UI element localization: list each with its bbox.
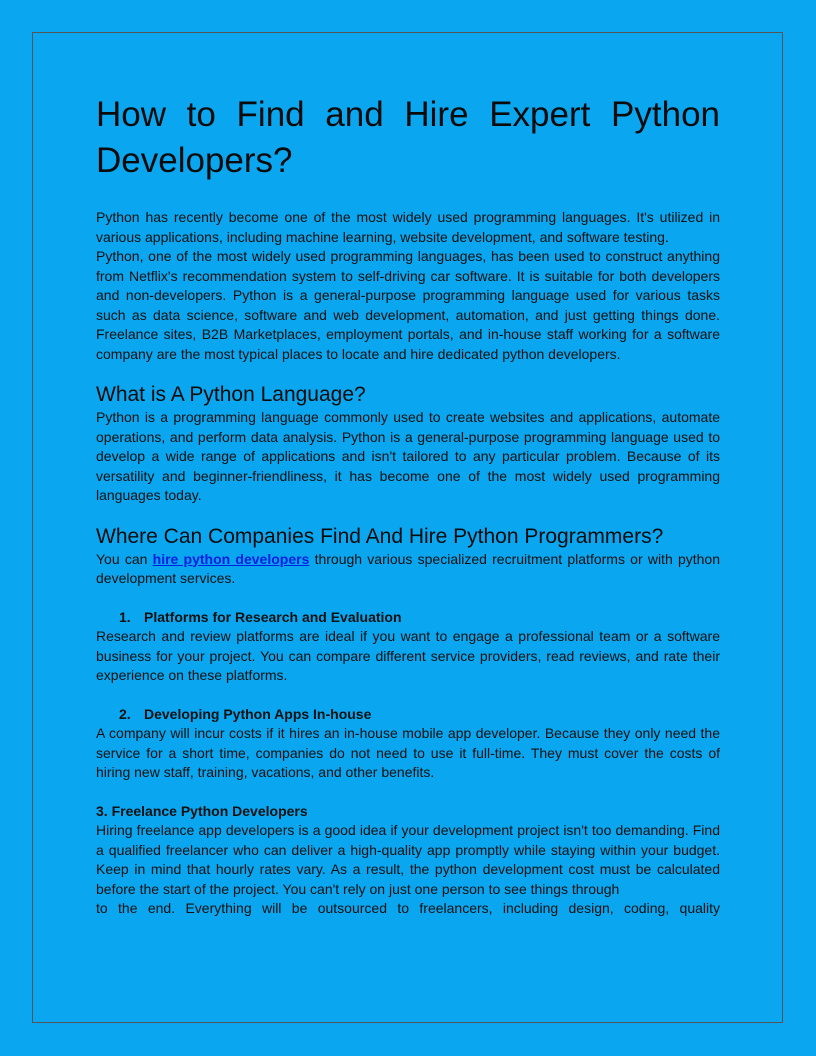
research-platforms-body: Research and review platforms are ideal if you want to engage a professional team or a software business for your project. You can compare different service providers, read reviews, and rate their experience on these platforms. [96,628,720,683]
section-heading-python-language: What is A Python Language? [96,383,366,406]
section-find-hire-body: You can hire python developers through various specialized recruitment platforms or with python development services. [96,550,720,586]
freelance-body-last-line: to the end. Everything will be outsourced to freelancers, including design, coding, quality [96,900,720,916]
in-house-body: A company will incur costs if it hires an in-house mobile app developer. Because they only need the service for a short time, companies do not need to use it full-time. They must cover the costs of hiring new staff, training, vacations, and other benefits. [96,725,720,780]
intro-paragraph-2: Python, one of the most widely used programming languages, has been used to construct anything from Netflix's recommendation system to self-driving car software. It is suitable for both developers and non-developers. Python is a general-purpose programming language used for various tasks such as data science, software and web development, automation, and just getting things done. Freelance sites, B2B Marketplaces, employment portals, and in-house staff working for a software company are the most typical places to locate and hire dedicated python developers. [96,248,720,362]
list-item-in-house: 2. Developing Python Apps In-house [119,705,372,722]
page-title: How to Find and Hire Expert Python Developers? [96,95,720,180]
hire-python-developers-link[interactable]: hire python developers [152,550,310,567]
section-heading-find-hire: Where Can Companies Find And Hire Python Programmers? [96,524,664,548]
section-python-language-body: Python is a programming language commonly used to create websites and applications, automate operations, and perform data analysis. Python is a general-purpose programming language used to develop a wide range of applications and isn't tailored to any particular problem. Because of its versatility and beginner-friendliness, it has become one of the most widely used programming languages today. [96,409,720,503]
freelance-heading: 3. Freelance Python Developers [96,802,308,819]
freelance-body: Hiring freelance app developers is a good idea if your development project isn't too demanding. Find a qualified freelancer who can deliver a high-quality app promptly while staying within your budget. Keep in mind that hourly rates vary. As a result, the python development cost must be calculated before the start of the project. You can't rely on just one person to see things through [96,822,720,897]
document-body [96,92,720,919]
intro-paragraph-1: Python has recently become one of the most widely used programming languages. It's utilized in various applications, including machine learning, website development, and software testing. [96,209,720,245]
list-item-research-platforms: 1. Platforms for Research and Evaluation [119,608,402,625]
